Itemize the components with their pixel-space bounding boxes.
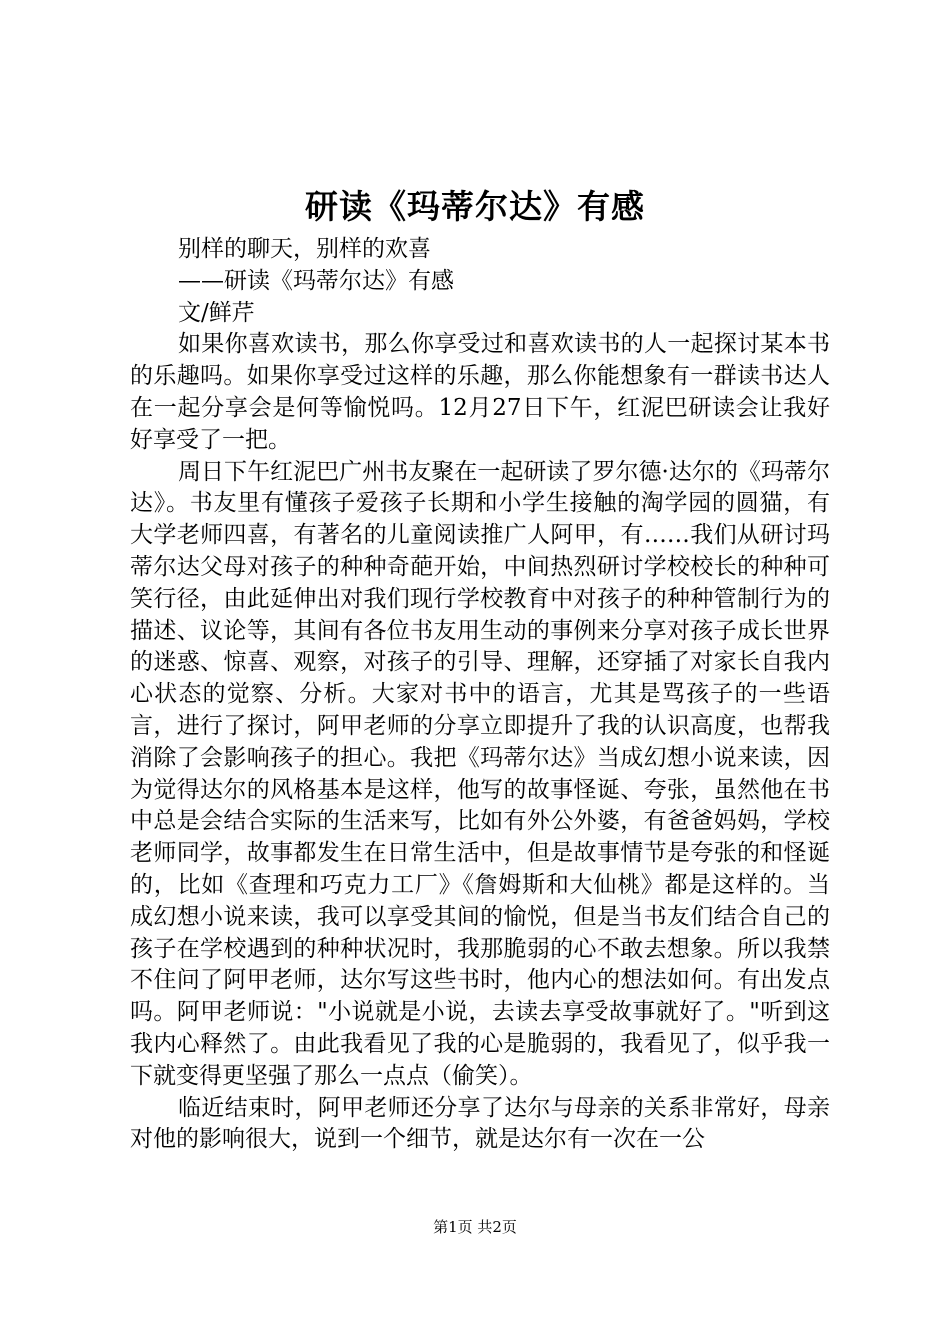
author-line: 文/鲜芹 (178, 299, 255, 326)
subtitle-line: 别样的聊天，别样的欢喜 (178, 236, 431, 262)
page-footer: 第1页 共2页 (433, 1218, 517, 1236)
paragraph: 如果你喜欢读书，那么你享受过和喜欢读书的人一起探讨某本书的乐趣吗。如果你享受过这样的乐趣，那么你能想象有一群读书达人在一起分享会是何等愉悦吗。12月27日下午，红泥巴研读会让我好好享受了一把。 (130, 331, 830, 453)
document-title: 研读《玛蒂尔达》有感 (305, 187, 645, 226)
paragraph: 临近结束时，阿甲老师还分享了达尔与母亲的关系非常好，母亲对他的影响很大，说到一个细节，就是达尔有一次在一公 (130, 1094, 830, 1153)
subtitle-line: ——研读《玛蒂尔达》有感 (178, 267, 454, 294)
paragraph: 周日下午红泥巴广州书友聚在一起研读了罗尔德·达尔的《玛蒂尔达》。书友里有懂孩子爱孩子长期和小学生接触的淘学园的圆猫，有大学老师四喜，有著名的儿童阅读推广人阿甲，有……我们从研讨玛蒂尔达父母对孩子的种种奇葩开始，中间热烈研讨学校校长的种种可笑行径，由此延伸出对我们现行学校教育中对孩子的种种管制行为的描述、议论等，其间有各位书友用生动的事例来分享对孩子成长世界的迷惑、惊喜、观察，对孩子的引导、理解，还穿插了对家长自我内心状态的觉察、分析。大家对书中的语言，尤其是骂孩子的一些语言，进行了探讨，阿甲老师的分享立即提升了我的认识高度，也帮我消除了会影响孩子的担心。我把《玛蒂尔达》当成幻想小说来读，因为觉得达尔的风格基本是这样，他写的故事怪诞、夸张，虽然他在书中总是会结合实际的生活来写，比如有外公外婆，有爸爸妈妈，学校老师同学，故事都发生在日常生活中，但是故事情节是夸张的和怪诞的，比如《查理和巧克力工厂》《詹姆斯和大仙桃》都是这样的。当成幻想小说来读，我可以享受其间的愉悦，但是当书友们结合自己的孩子在学校遇到的种种状况时，我那脆弱的心不敢去想象。所以我禁不住问了阿甲老师，达尔写这些书时，他内心的想法如何。有出发点吗。阿甲老师说："小说就是小说，去读去享受故事就好了。"听到这我内心释然了。由此我看见了我的心是脆弱的，我看见了，似乎我一下就变得更坚强了那么一点点（偷笑）。 (130, 458, 830, 1089)
document-body (130, 234, 830, 1156)
